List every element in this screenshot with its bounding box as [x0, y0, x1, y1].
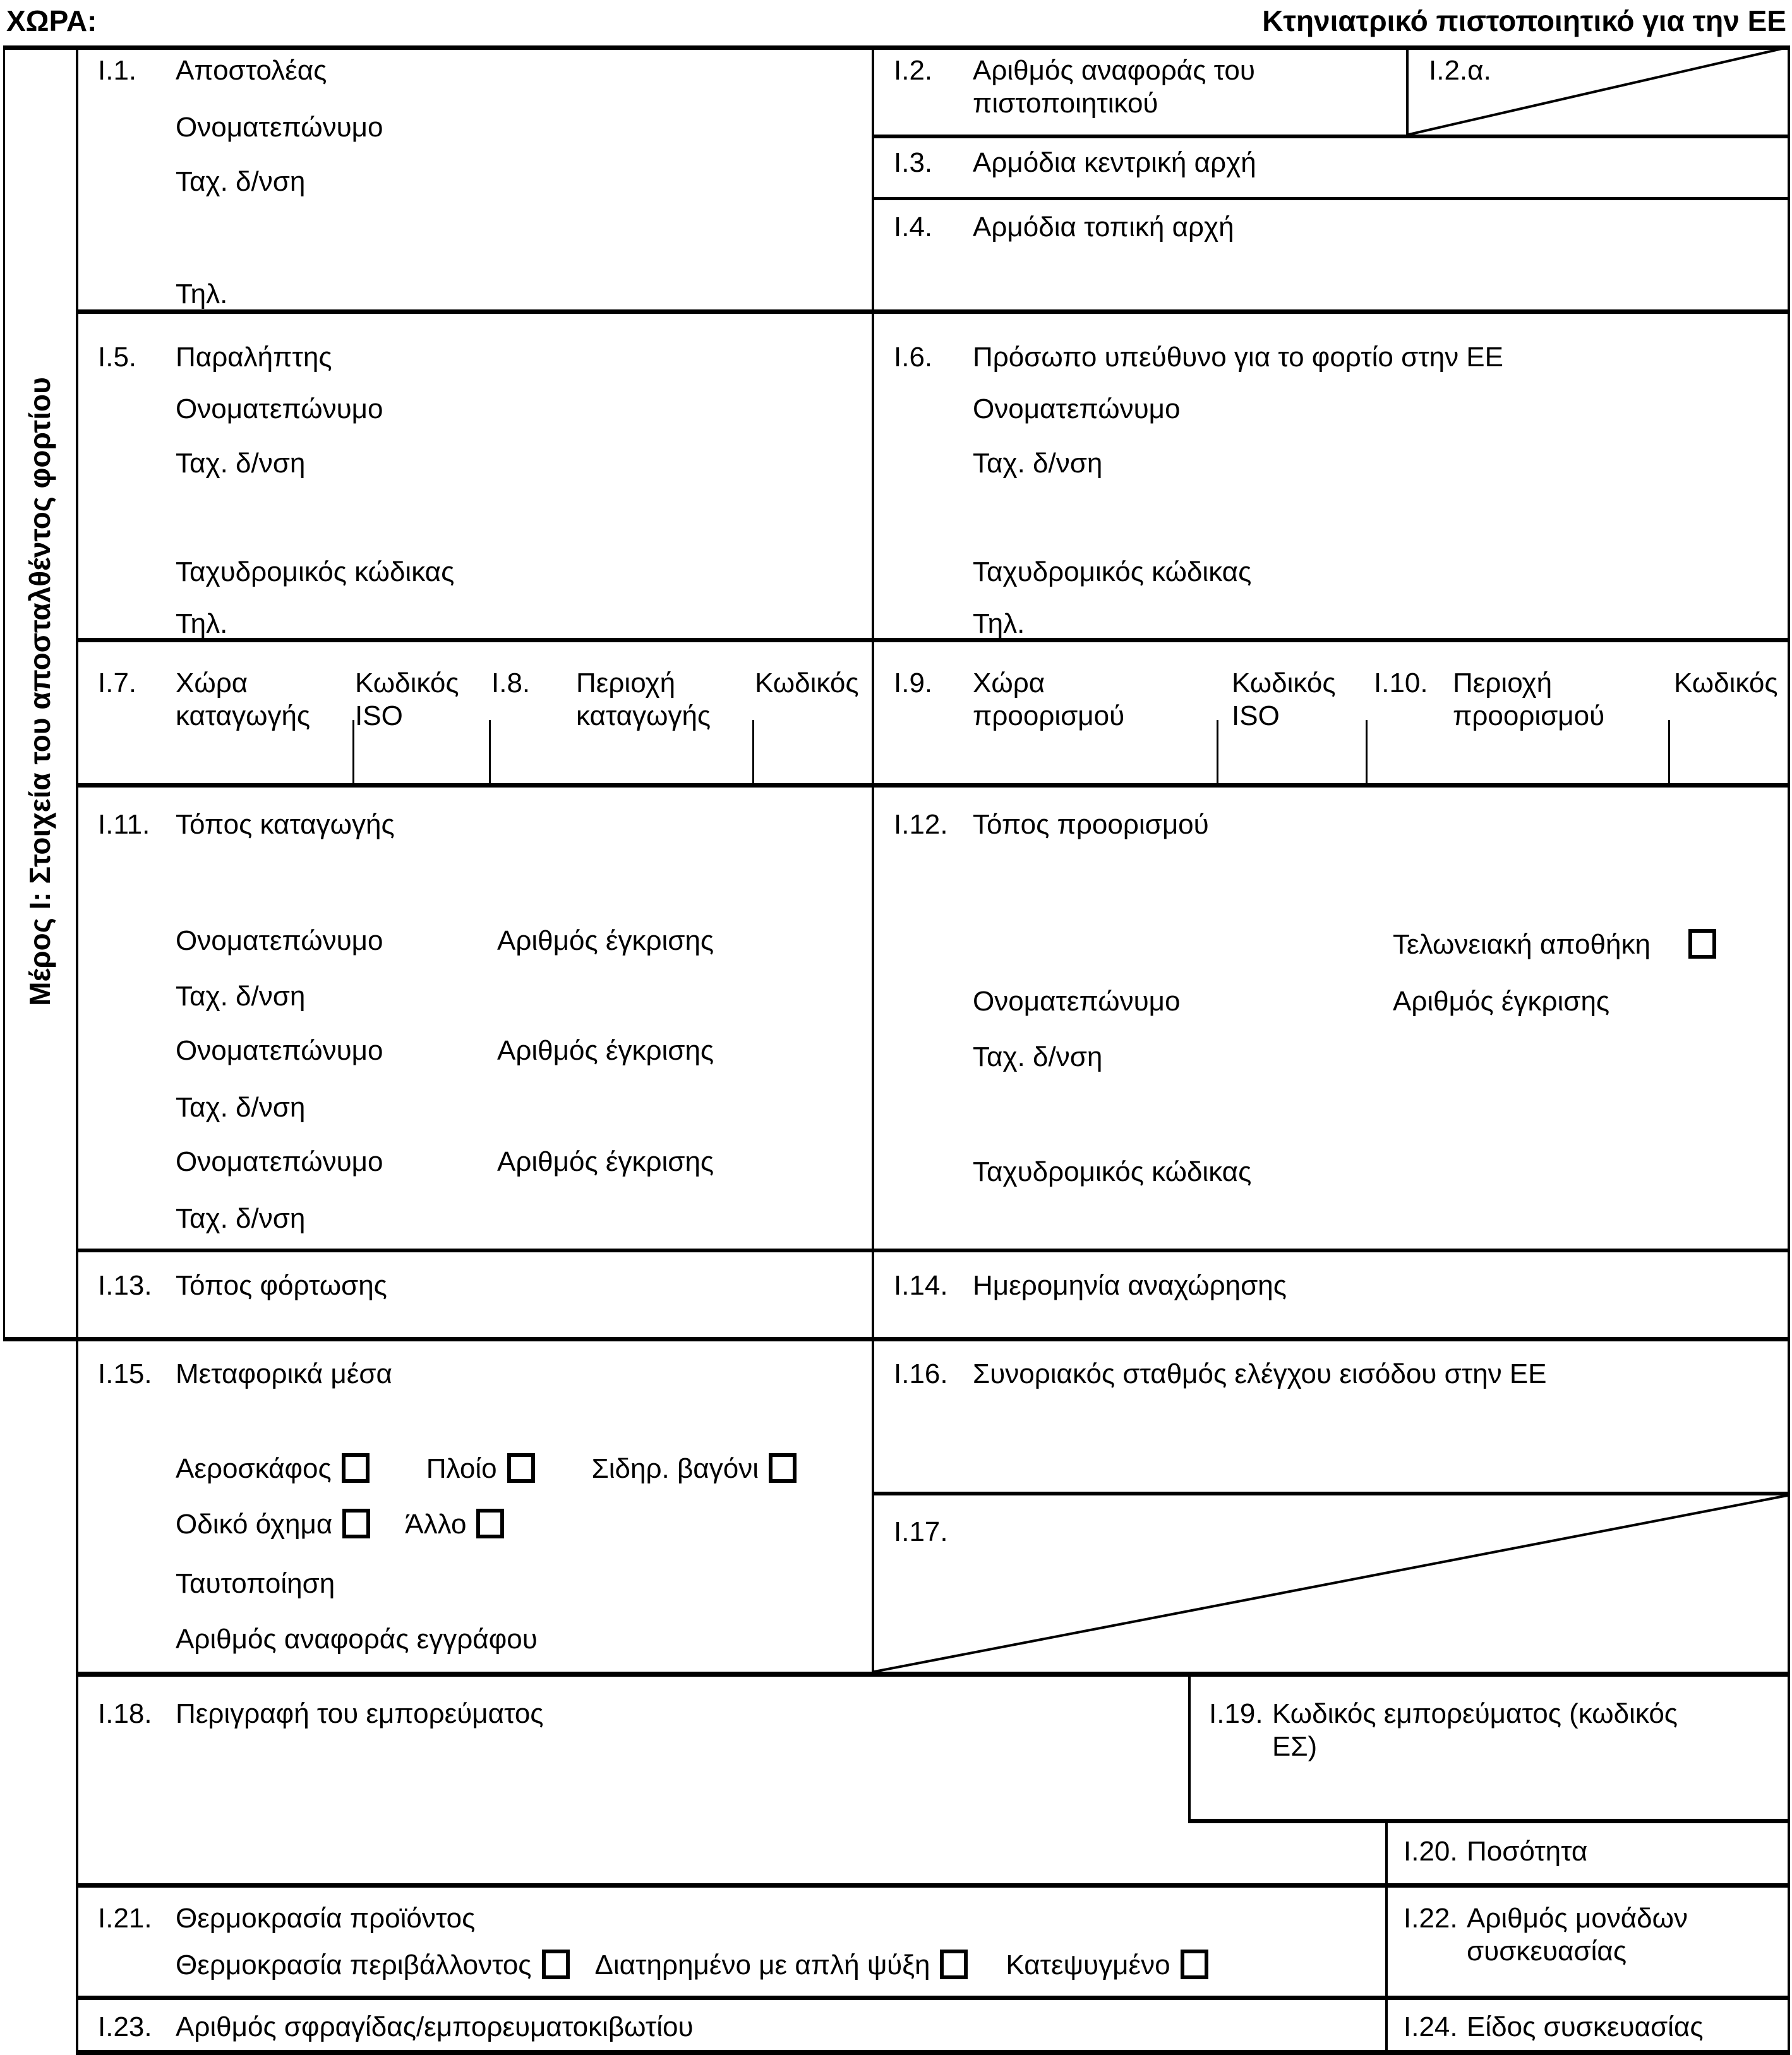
box-i2a: I.2.α.	[1429, 55, 1491, 86]
box-number: I.14.	[894, 1270, 948, 1301]
box-i16-border-inspection-post	[894, 1358, 1547, 1391]
box-number: I.3.	[894, 147, 933, 178]
box-label: Περιοχή προορισμού	[1453, 668, 1605, 731]
divider	[872, 45, 874, 1674]
document-reference-label: Αριθμός αναφοράς εγγράφου	[176, 1624, 538, 1655]
name-label: Ονοματεπώνυμο	[176, 1035, 383, 1066]
transport-option-road-vehicle: Οδικό όχημα	[176, 1508, 370, 1541]
box-i3-central-authority	[894, 147, 1256, 179]
divider	[1385, 1819, 1388, 2052]
divider	[76, 1996, 1790, 2000]
box-label: Περιοχή καταγωγής	[576, 668, 711, 731]
box-i9-country-of-destination	[894, 667, 1150, 733]
box-label: Θερμοκρασία προϊόντος	[176, 1903, 476, 1934]
divider	[1788, 45, 1790, 2055]
box-number: I.21.	[98, 1903, 152, 1934]
box-i4-local-authority	[894, 211, 1234, 244]
tel-label: Τηλ.	[176, 279, 228, 309]
box-number: I.13.	[98, 1270, 152, 1301]
box-i13-place-of-loading	[98, 1269, 387, 1302]
box-number: I.8.	[491, 668, 531, 698]
box-i2-certificate-ref	[894, 54, 1285, 120]
box-number: I.15.	[98, 1358, 152, 1389]
divider	[76, 638, 1790, 642]
divider	[1668, 720, 1670, 783]
tel-label: Τηλ.	[973, 608, 1025, 639]
box-number: I.6.	[894, 342, 933, 373]
box-i7-country-of-origin	[98, 667, 340, 733]
name-label: Ονοματεπώνυμο	[176, 925, 383, 956]
transport-option-aeroplane: Αεροσκάφος	[176, 1453, 370, 1485]
transport-options-row-1	[176, 1453, 797, 1485]
postal-code-label: Ταχυδρομικός κώδικας	[973, 1156, 1252, 1187]
box-number: I.20.	[1404, 1836, 1458, 1867]
box-number: I.19.	[1209, 1698, 1263, 1729]
divider	[352, 720, 354, 783]
box-i21-product-temperature	[98, 1902, 475, 1935]
approval-number-label: Αριθμός έγκρισης	[497, 925, 714, 956]
box-number: I.1.	[98, 55, 137, 86]
divider	[1188, 1672, 1191, 1821]
address-label: Ταχ. δ/νση	[973, 1041, 1103, 1072]
box-number: I.2.	[894, 55, 933, 86]
box-label: Πρόσωπο υπεύθυνο για το φορτίο στην ΕΕ	[973, 342, 1503, 373]
box-i12-place-of-destination	[894, 808, 1209, 841]
address-label: Ταχ. δ/νση	[176, 166, 306, 197]
box-label: Περιγραφή του εμπορεύματος	[176, 1698, 544, 1729]
box-label: Αριθμός μονάδων συσκευασίας	[1467, 1903, 1688, 1967]
divider	[752, 720, 754, 783]
name-label: Ονοματεπώνυμο	[973, 393, 1181, 424]
frozen-checkbox[interactable]	[1181, 1950, 1208, 1979]
divider	[1188, 1819, 1790, 1823]
customs-warehouse-label: Τελωνειακή αποθήκη	[1393, 929, 1651, 960]
box-number: I.23.	[98, 2011, 152, 2042]
divider	[76, 1249, 1790, 1252]
box-label: Συνοριακός σταθμός ελέγχου εισόδου στην ΕΕ	[973, 1358, 1547, 1389]
country-label: ΧΩΡΑ:	[6, 4, 97, 37]
box-label: Ποσότητα	[1467, 1836, 1588, 1867]
name-label: Ονοματεπώνυμο	[973, 986, 1181, 1017]
divider	[489, 720, 491, 783]
road-vehicle-checkbox[interactable]	[342, 1509, 370, 1538]
divider	[76, 2050, 1790, 2055]
box-i23-seal-container-number	[98, 2011, 694, 2044]
box-i14-date-of-departure	[894, 1269, 1287, 1302]
address-label: Ταχ. δ/νση	[176, 981, 306, 1012]
chilled-checkbox[interactable]	[940, 1950, 968, 1979]
box-label: Αποστολέας	[176, 55, 327, 86]
temperature-option-ambient: Θερμοκρασία περιβάλλοντος	[176, 1949, 570, 1982]
customs-warehouse-checkbox[interactable]	[1688, 929, 1716, 959]
approval-number-label: Αριθμός έγκρισης	[1393, 986, 1610, 1017]
box-i10-region-of-destination	[1374, 667, 1642, 733]
box-i6-responsible-person	[894, 341, 1503, 374]
part-1-sidebar-label: Μέρος I: Στοιχεία του αποσταλθέντος φορτίου	[23, 376, 56, 1006]
iso-code-label: Κωδικός ISO	[355, 668, 459, 731]
approval-number-label: Αριθμός έγκρισης	[497, 1035, 714, 1066]
address-label: Ταχ. δ/νση	[176, 1092, 306, 1123]
ambient-checkbox[interactable]	[542, 1950, 570, 1979]
divider	[3, 45, 5, 1339]
name-label: Ονοματεπώνυμο	[176, 1146, 383, 1177]
box-number: I.18.	[98, 1698, 152, 1729]
box-i20-quantity	[1404, 1835, 1587, 1868]
box-label: Αριθμός αναφοράς του πιστοποιητικού	[973, 55, 1255, 119]
customs-warehouse-option	[1393, 928, 1716, 961]
postal-code-label: Ταχυδρομικός κώδικας	[176, 556, 455, 587]
divider	[76, 45, 78, 2055]
box-label: Χώρα καταγωγής	[176, 668, 311, 731]
address-label: Ταχ. δ/νση	[973, 448, 1103, 479]
diagonal-line-i17	[874, 1495, 1788, 1672]
box-number: I.22.	[1404, 1903, 1458, 1934]
name-label: Ονοματεπώνυμο	[176, 393, 383, 424]
box-label: Τόπος καταγωγής	[176, 809, 395, 840]
box-label: Χώρα προορισμού	[973, 668, 1125, 731]
transport-option-ship: Πλοίο	[426, 1453, 535, 1485]
transport-option-other: Άλλο	[405, 1508, 504, 1541]
box-i15-means-of-transport	[98, 1358, 392, 1391]
divider	[1366, 720, 1368, 783]
temperature-option-frozen: Κατεψυγμένο	[1006, 1949, 1208, 1982]
box-number: I.5.	[98, 342, 137, 373]
box-number: I.16.	[894, 1358, 948, 1389]
box-i18-commodity-description	[98, 1698, 544, 1730]
approval-number-label: Αριθμός έγκρισης	[497, 1146, 714, 1177]
box-label: Κωδικός εμπορεύματος (κωδικός ΕΣ)	[1272, 1698, 1678, 1762]
box-number: I.12.	[894, 809, 948, 840]
box-i1-consignor	[98, 54, 327, 87]
page-title: Κτηνιατρικό πιστοποιητικό για την ΕΕ	[1262, 4, 1786, 37]
iso-code-label: Κωδικός ISO	[1232, 668, 1336, 731]
address-label: Ταχ. δ/νση	[176, 448, 306, 479]
box-label: Αρμόδια τοπική αρχή	[973, 212, 1234, 243]
divider	[76, 1883, 1790, 1888]
part-1-sidebar	[3, 45, 76, 1337]
box-i22-number-of-packages	[1404, 1902, 1719, 1968]
box-number: I.7.	[98, 668, 137, 698]
box-i19-commodity-code	[1209, 1698, 1708, 1763]
box-label: Ημερομηνία αναχώρησης	[973, 1270, 1287, 1301]
divider	[76, 783, 1790, 788]
box-i11-place-of-origin	[98, 808, 395, 841]
identification-label: Ταυτοποίηση	[176, 1568, 335, 1599]
aeroplane-checkbox[interactable]	[342, 1453, 370, 1483]
box-label: Τόπος φόρτωσης	[176, 1270, 387, 1301]
box-label: Παραλήπτης	[176, 342, 332, 373]
box-label: Μεταφορικά μέσα	[176, 1358, 392, 1389]
box-label: Αρμόδια κεντρική αρχή	[973, 147, 1256, 178]
box-number: I.4.	[894, 212, 933, 243]
box-number: I.24.	[1404, 2011, 1458, 2042]
divider	[872, 197, 1790, 200]
divider	[3, 1337, 1790, 1341]
box-i8-region-of-origin	[491, 667, 747, 733]
transport-option-railway-wagon: Σιδηρ. βαγόνι	[592, 1453, 797, 1485]
box-number: I.9.	[894, 668, 933, 698]
name-label: Ονοματεπώνυμο	[176, 112, 383, 143]
railway-wagon-checkbox[interactable]	[769, 1453, 797, 1483]
box-i24-type-of-packaging	[1404, 2011, 1704, 2044]
code-label: Κωδικός	[755, 668, 859, 698]
postal-code-label: Ταχυδρομικός κώδικας	[973, 556, 1252, 587]
ship-checkbox[interactable]	[507, 1453, 535, 1483]
divider	[76, 1672, 1790, 1677]
temperature-options-row	[176, 1949, 1208, 1982]
box-label: Είδος συσκευασίας	[1467, 2011, 1704, 2042]
code-label: Κωδικός	[1674, 668, 1778, 698]
temperature-option-chilled: Διατηρημένο με απλή ψύξη	[595, 1949, 968, 1982]
box-label: Αριθμός σφραγίδας/εμπορευματοκιβωτίου	[176, 2011, 694, 2042]
other-checkbox[interactable]	[476, 1509, 504, 1538]
box-number: I.11.	[98, 809, 150, 840]
divider	[872, 135, 1790, 138]
box-i17: I.17.	[894, 1516, 948, 1547]
box-number: I.10.	[1374, 668, 1428, 698]
tel-label: Τηλ.	[176, 608, 228, 639]
box-i5-consignee	[98, 341, 332, 374]
box-label: Τόπος προορισμού	[973, 809, 1209, 840]
address-label: Ταχ. δ/νση	[176, 1203, 306, 1234]
divider	[76, 309, 1790, 314]
divider	[1217, 720, 1218, 783]
transport-options-row-2	[176, 1508, 504, 1541]
